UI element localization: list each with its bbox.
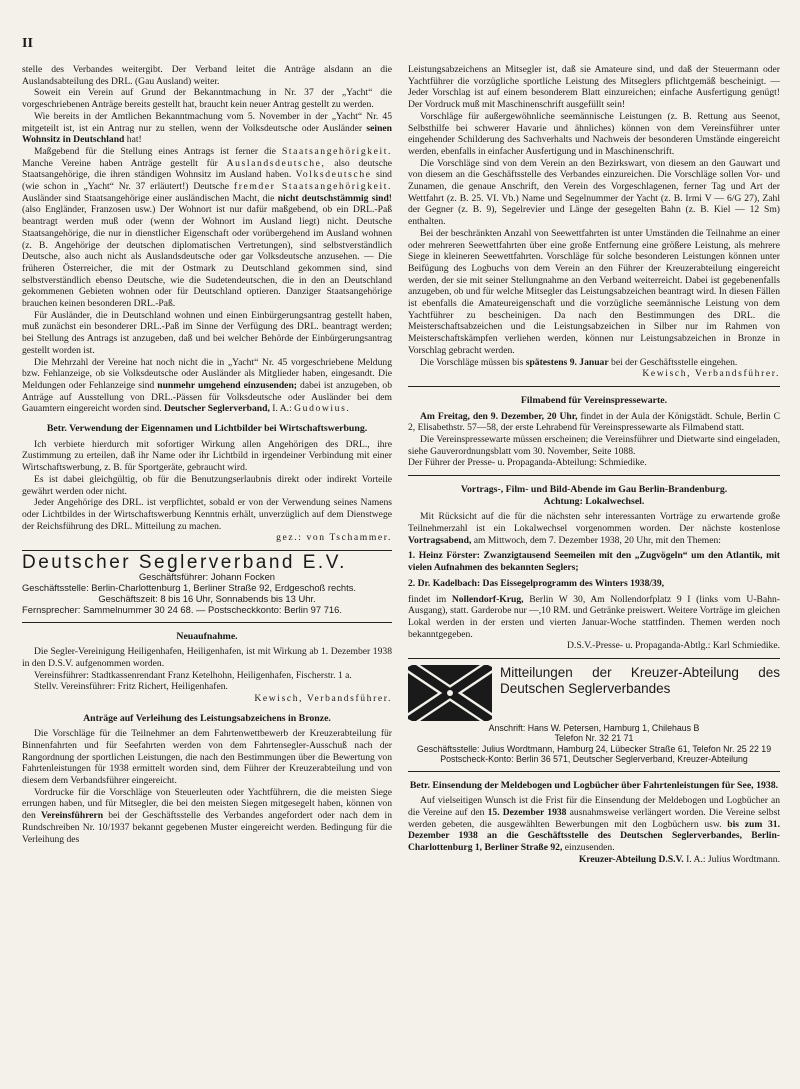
paragraph: Leistungsabzeichens an Mitsegler ist, daß sie Amateure sind, und daß der Steuermann oder Yachtführer die vorzügliche sportliche Leistung des Mitseglers pflichtgemäß bescheinigt. — Jeder Vorschlag ist auf einem besonderem Blatt einzureichen; einfache Ausfertigung genügt! Der Vordruck muß mit Maschinenschrift ausgefüllt sein! (408, 64, 780, 111)
paragraph: Soweit ein Verein auf Grund der Bekanntmachung in Nr. 37 der „Yacht“ die vorgeschriebenen Anträge bereits gestellt hat, braucht kein neuer Antrag gestellt zu werden. (22, 87, 392, 111)
right-column (408, 64, 780, 865)
paragraph: Vereinsführer: Stadtkassenrendant Franz Ketelhohn, Heiligenhafen, Fischerstr. 1 a. (34, 669, 352, 681)
paragraph: Die Vorschläge müssen bis spätestens 9. Januar bei der Geschäftsstelle eingehen. (420, 356, 738, 368)
kreuzer-postscheck: Postscheck-Konto: Berlin 36 571, Deutscher Seglerverband, Kreuzer-Abteilung (440, 754, 748, 765)
paragraph: Am Freitag, den 9. Dezember, 20 Uhr, findet in der Aula der Königstädt. Schule, Berlin C 2, Elisabethstr. 57—58, der erste Lehrabend für Vereinspressewarte als Filmabend statt. (408, 410, 780, 434)
dsv-manager: Geschäftsführer: Johann Focken (138, 570, 275, 582)
paragraph: Für Ausländer, die in Deutschland wohnen und einen Einbürgerungsantrag gestellt haben, muß zunächst ein besonderer DRL.-Paß im Sinne der Verfügung des DRL. beantragt werden; bei Stellung des Antrags ist anzugeben, daß und bei welcher Behörde der Einbürgerungsantrag gestellt worden ist. (22, 309, 392, 356)
dsv-phone: Fernsprecher: Sammelnummer 30 24 68. — Postscheckkonto: Berlin 97 716. (22, 604, 342, 616)
divider (22, 550, 392, 551)
paragraph: Auf vielseitigen Wunsch ist die Frist für die Einsendung der Meldebogen und Logbücher an die Vereine auf den 15. Dezember 1938 ausnahmsweise verlängert worden. Die Vereine selbst werden gebeten, die ausgewählten Bewerbungen mit den Logbüchern usw. bis zum 31. Dezember 1938 an die Geschäftsstelle des Deutschen Seglerverbandes, Berlin-Charlottenburg 1, Berliner Straße 92, einzusenden. (408, 795, 781, 854)
paragraph: stelle des Verbandes weitergibt. Der Verband leitet die Anträge alsdann an die Auslandsabteilung des DRL. (Gau Ausland) weiter. (22, 64, 392, 87)
paragraph: Die Mehrzahl der Vereine hat noch nicht die in „Yacht“ Nr. 45 vorgeschriebene Meldung bzw. Fehlanzeige, ob sie Volksdeutsche oder Ausländer als Mitglieder haben, eingesandt. Die Meldungen oder Fehlanzeige sind nunmehr umgehend einzusenden; dabei ist anzugeben, ob Anträge auf Ausstellung von DRL.-Pässen für Volksdeutsche oder Ausländer bei dem Gauamtern eingereicht worden sind. Deutscher Seglerverband, I. A.: Gudowius. (22, 356, 393, 415)
list-item: 2. Dr. Kadelbach: Das Eissegelprogramm des Winters 1938/39, (408, 577, 665, 589)
paragraph: Es ist dabei gleichgültig, ob für die Benutzungserlaubnis direkt oder indirekt Vorteile gewährt werden oder nicht. (22, 473, 392, 497)
divider (408, 658, 780, 659)
paragraph: findet im Nollendorf-Krug, Berlin W 30, Am Nollendorfplatz 9 I (links vom U-Bahn-Ausgang), statt. Garderobe nur —,10 RM. und Getränke preiswert. Weitere Vorträge im gleichen Lokal werden in der ersten und vierten Januar-Woche stattfinden. Themen werden noch bekanntgegeben. (408, 593, 780, 640)
section-heading: Betr. Einsendung der Meldebogen und Logbücher über Fahrtenleistungen für See, 1938. (409, 779, 779, 791)
signature: Kewisch, Verbandsführer. (642, 368, 780, 380)
kreuzer-title: Mitteilungen der Kreuzer-Abteilung des Deutschen Seglerverbandes (500, 665, 780, 697)
divider (408, 386, 780, 387)
divider (22, 622, 392, 623)
paragraph: Die Vorschläge sind von dem Verein an den Bezirkswart, von diesem an den Gauwart und von diesem an die Geschäftsstelle des Verbandes einzureichen. Die Vorschläge sollen Vor- und Zunamen, die genaue Anschrift, den Verein des Vorgeschlagenen, ferner Tag und Art der Wettfahrt (z. B. 25. VI. Vb.) Name und Segelnummer der Yacht (z. B. Irmi V — 6/G 27), Zahl der Gegner (z. B. 9), Segelrevier und Länge der gesegelten Bahn (z. B. Kiel — 12 Sm) enthalten. (408, 157, 780, 228)
paragraph: Die Segler-Vereinigung Heiligenhafen, Heiligenhafen, ist mit Wirkung ab 1. Dezember 1938 in den D.S.V. aufgenommen worden. (22, 646, 392, 669)
signature: Kewisch, Verbandsführer. (254, 692, 392, 704)
divider (408, 475, 780, 476)
paragraph: Die Vorschläge für die Teilnehmer an dem Fahrtenwettbewerb der Kreuzerabteilung für Binnenfahrten und für Seefahrten werden von dem Fahrtensegler-Ausschuß nach der Rangordnung der sportlichen Leistungen, die nach den Bestimmungen über die Bewertung von Fahrtenleistungen für 1938 ermittelt worden sind, dem Führer der Kreuzerabteilung und von diesem dem Verbandsführer eingereicht. (22, 728, 392, 787)
left-column (22, 64, 392, 845)
section-heading: Vortrags-, Film- und Bild-Abende im Gau Berlin-Brandenburg. Achtung: Lokalwechsel. (460, 484, 728, 507)
signature: Kreuzer-Abteilung D.S.V. I. A.: Julius Wordtmann. (578, 853, 780, 865)
section-heading: Neuaufnahme. (176, 630, 238, 642)
divider (408, 771, 780, 772)
paragraph: Stellv. Vereinsführer: Fritz Richert, Heiligenhafen. (34, 681, 228, 693)
section-heading: Betr. Verwendung der Eigennamen und Lichtbilder bei Wirtschaftswerbung. (46, 423, 368, 435)
dsv-masthead: Deutscher Seglerverband E.V. (22, 552, 347, 574)
kreuzer-phone: Telefon Nr. 32 21 71 (554, 733, 634, 744)
section-heading: Anträge auf Verleihung des Leistungsabzeichens in Bronze. (83, 712, 331, 724)
dsv-info (22, 571, 392, 616)
kreuzer-abteilung-flag-icon (408, 665, 492, 721)
kreuzer-masthead (408, 665, 780, 721)
signature: gez.: von Tschammer. (276, 532, 392, 544)
paragraph: Jeder Angehörige des DRL. ist verpflichtet, sobald er von der Verwendung seines Namens oder Lichtbildes in der Wirtschaftswerbung Kenntnis erhält, unverzüglich auf dem Dienstwege der Reichsführung des DRL. Mitteilung zu machen. (22, 497, 392, 532)
paragraph: Mit Rücksicht auf die für die nächsten sehr interessanten Vorträge zu erwartende große Teilnehmerzahl ist ein Lokalwechsel vorgenommen worden. Der nächste kostenlose Vortragsabend, am Mittwoch, dem 7. Dezember 1938, 20 Uhr, mit den Themen: (408, 511, 780, 546)
paragraph: Maßgebend für die Stellung eines Antrags ist ferner die Staatsangehörigkeit. Manche Vereine haben Anträge gestellt für Auslandsdeutsche, also deutsche Staatsangehörige, die ihren ständigen Wohnsitz im Ausland haben. Volksdeutsche sind (wie schon in „Yacht“ Nr. 37 erläutert!) Deutsche fremder Staatsangehörigkeit. Ausländer sind Staatsangehörige einer ausländischen Macht, die nicht deutschstämmig sind! (also Engländer, Franzosen usw.) Der Wohnort ist nur dafür maßgebend, ob ein DRL.-Paß beantragt werden muß oder (wenn der Wohnort im Ausland liegt) nicht. Deutsche Staatsangehörige, die nur in dienstlicher Eigenschaft oder vorübergehend im Ausland wohnen (z. B. Angehörige der deutschen diplomatischen Vertretungen), sind selbstverständlich Deutsche, also auch nicht als Auslandsdeutsche oder gar Volksdeutsche anzusehen. — Die früheren Österreicher, die mit der Ostmark zu Deutschland gekommen sind, sind selbstverständlich ebenso Deutsche, wie die Sudetendeutschen, die in den an Deutschland gekommenen Gebieten wohnen oder für Deutschland optieren. Danziger Staatsangehörige brauchen keinen besonderen DRL.-Paß. (22, 145, 393, 310)
kreuzer-info (408, 723, 780, 765)
section-heading: Filmabend für Vereinspressewarte. (520, 394, 668, 406)
dsv-address: Geschäftsstelle: Berlin-Charlottenburg 1, Berliner Straße 92, Erdgeschoß rechts. (22, 581, 357, 593)
signature: Der Führer der Presse- u. Propaganda-Abteilung: Schmiedike. (408, 457, 647, 469)
signature: D.S.V.-Presse- u. Propaganda-Abtlg.: Karl Schmiedike. (567, 640, 780, 652)
paragraph: Ich verbiete hierdurch mit sofortiger Wirkung allen Angehörigen des DRL., ihre Zustimmung zu erteilen, daß ihr Name oder ihr Lichtbild in irgendeiner Verbindung mit einer Wirtschaftswerbung, z. B. für Sportgeräte, gebraucht wird. (22, 438, 392, 474)
kreuzer-office: Geschäftsstelle: Julius Wordtmann, Hamburg 24, Lübecker Straße 61, Telefon Nr. 25 22 19 (416, 743, 772, 754)
paragraph: Vordrucke für die Vorschläge von Steuerleuten oder Yachtführern, die die meisten Siege errungen haben, und für Mitsegler, die bei den meisten Siegen mitgesegelt haben, können von den Vereinsführern bei der Geschäftsstelle des Verbandes angefordert oder nach dem in Rundschreiben Nr. 10/1937 bekannt gegebenen Muster eingereicht werden. Bedingung für die Verleihung des (22, 786, 392, 845)
paragraph: Vorschläge für außergewöhnliche seemännische Leistungen (z. B. Rettung aus Seenot, Selbsthilfe bei schwerer Havarie und ähnliches) können von dem Vereinsführer unter eingehender Schilderung des Sachverhalts und Nachweis der besonderen Umstände eingereicht werden, ebenfalls in einfacher Ausfertigung und in Maschinenschrift. (408, 110, 780, 157)
paragraph: Die Vereinspressewarte müssen erscheinen; die Vereinsführer und Dietwarte sind eingeladen, siehe Gauverordnungsblatt vom 30. November, Seite 1088. (408, 433, 780, 457)
paragraph: Bei der beschränkten Anzahl von Seewettfahrten ist unter Umständen die Teilnahme an einer oder mehreren Seewettfahrten über eine große Entfernung eine größere Leistung, als mehrere Siege in kleineren Seewettfahrten. Vorschläge für solche besonderen Leistungen können unter Beifügung des Logbuchs von dem Verein an den Führer der Kreuzerabteilung eingereicht werden, der sie mit seiner Stellungnahme an den Verband weiterreicht. Dabei ist gegebenenfalls anzugeben, ob und für welche Mitsegler das Leistungsabzeichen beantragt wird. In diesen Fällen ist ebenfalls die Amateureigenschaft und die vorzügliche seemännische Leistung von dem Yachtführer zu bescheinigen. Da nach den Bestimmungen des DRL. die Meisterschaftsabzeichen und die Leistungsabzeichen in Silber nur im Rahmen von Meisterschaftskämpfen verliehen werden, können nur Leistungsabzeichen in Bronze in Vorschlag gebracht werden. (408, 227, 780, 356)
list-item: 1. Heinz Förster: Zwanzigtausend Seemeilen mit den „Zugvögeln“ um den Atlantik, mit vielen Aufnahmen des bekannten Seglers; (408, 550, 780, 574)
paragraph: Wie bereits in der Amtlichen Bekanntmachung vom 5. November in der „Yacht“ Nr. 45 mitgeteilt ist, ist ein Antrag nur zu stellen, wenn der Volksdeutsche oder Ausländer seinen Wohnsitz in Deutschland hat! (22, 110, 392, 146)
page-number: II (22, 36, 33, 51)
kreuzer-address: Anschrift: Hans W. Petersen, Hamburg 1, Chilehaus B (488, 723, 700, 734)
dsv-hours: Geschäftszeit: 8 bis 16 Uhr, Sonnabends bis 13 Uhr. (98, 593, 316, 605)
